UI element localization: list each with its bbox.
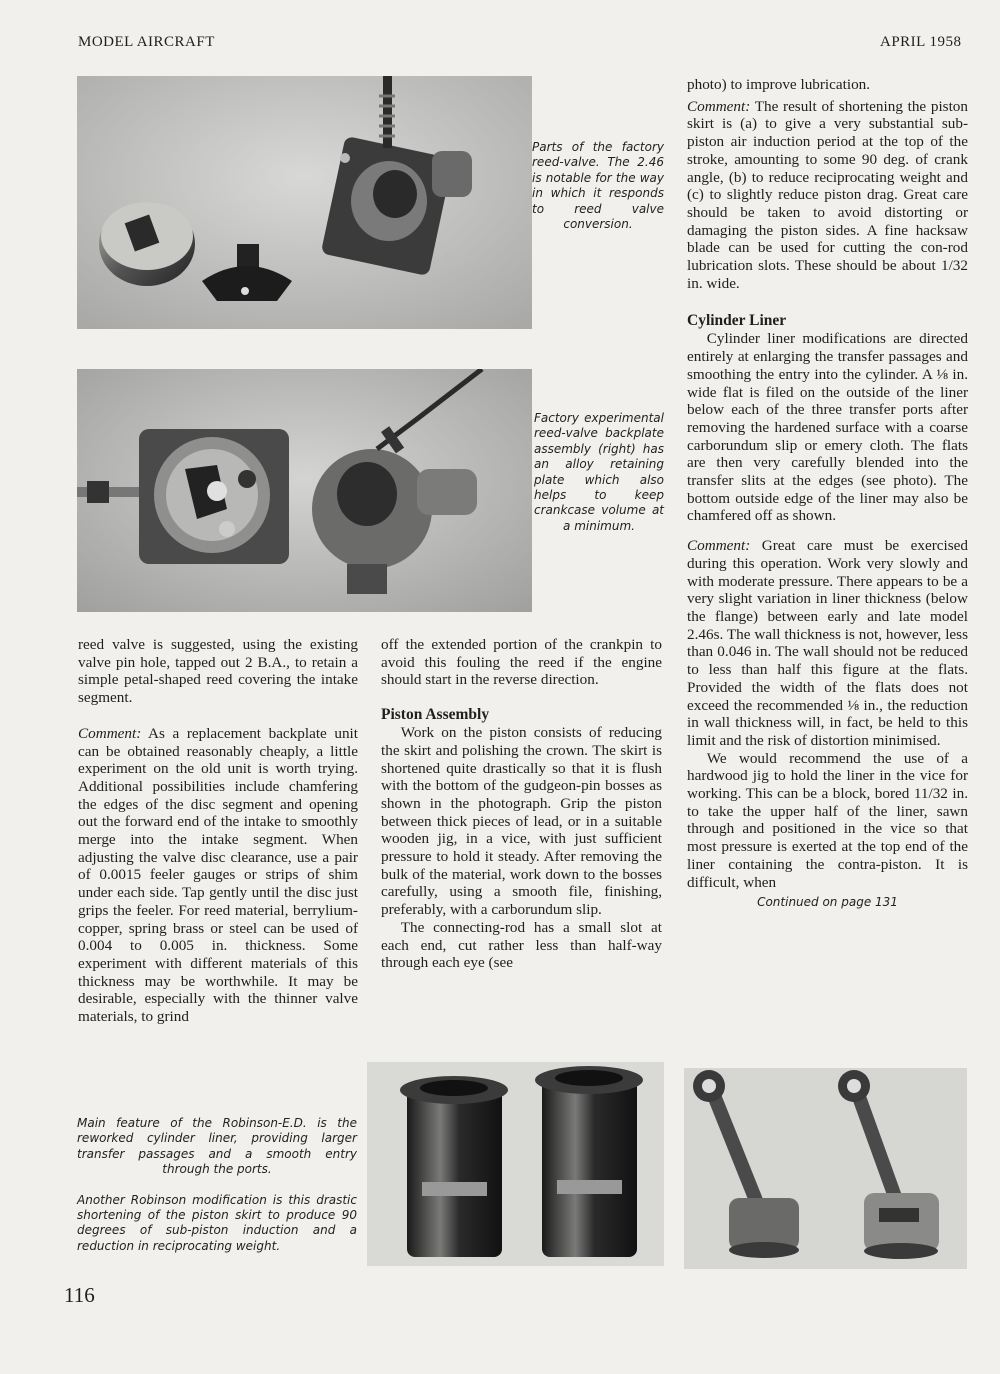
section-heading-piston-assembly: Piston Assembly: [381, 706, 490, 724]
continued-note: Continued on page 131: [757, 895, 898, 910]
photo-experimental-backplate: [77, 369, 532, 612]
col2-paragraph-2: Work on the piston consists of reducing the skirt and polishing the crown. The skirt is shortened quite drastically so that it is flush with the bottom of the gudgeon-pin bosses as shown in the photograph. Grip the piston between thick pieces of lead, or in a suitable wooden jig, in a vice, with just sufficient pressure to hold it steady. After removing the bulk of the material, work down to the bosses carefully, using a smooth file, finishing, preferably, with a carborundum slip.: [381, 724, 662, 919]
photo-cylinder-liners: [367, 1062, 664, 1266]
col1-paragraph-2: [78, 725, 358, 1026]
col3-paragraph-4-text: Great care must be exercised during this operation. Work very slowly and with moderate pressure. There appears to be a very slight variation in liner thickness (below the flange) between early and late model 2.46s. The wall thickness is not, however, less than 0.046 in. The wall should not be reduced to less than half this figure at the flats. Provided the width of the flats does not exceed the recommended ⅛ in., the reduction in wall thickness will, in fact, be held to this limit and the risk of distortion minimised.: [687, 537, 968, 749]
col3-paragraph-2: [687, 98, 968, 293]
col3-paragraph-2-text: The result of shortening the piston skirt is (a) to give a very substantial sub-piston air induction period at the top of the stroke, amounting to some 90 deg. of crank angle, (b) to reduce reciprocating weight and (c) to slightly reduce piston drag. Great care should be taken to avoid distorting or damaging the piston sides. A fine hacksaw blade can be used for cutting the con-rod lubrication slots. These should be about 1/32 in. wide.: [687, 97, 968, 292]
col3-paragraph-4: [687, 537, 968, 749]
photo-caption-reed-valve-parts: Parts of the factory reed-valve. The 2.46 is notable for the way in which it responds to reed valve conversion.: [532, 140, 664, 232]
photo-pistons-conrods: [684, 1068, 967, 1269]
photo-caption-cylinder-liner: Main feature of the Robinson-E.D. is the reworked cylinder liner, providing larger transfer passages and a smooth entry through the ports.: [77, 1116, 357, 1177]
page-number: 116: [64, 1283, 95, 1307]
comment-label: Comment:: [687, 97, 751, 115]
col1-paragraph-2-text: As a replacement backplate unit can be obtained reasonably cheaply, a little experiment on the old unit is worth trying. Additional possibilities include chamfering the edges of the disc segment and opening out the forward end of the intake to smoothly merge into the intake segment. When adjusting the valve disc clearance, use a pair of 0.0015 feeler gauges or strips of shim under each side. Tap gently until the disc just grips the feeler. For reed material, berrylium-copper, spring brass or steel can be used of 0.004 to 0.005 in. thickness. Some experiment with different materials of this thickness may be worthwhile. It may be desirable, especially with the thinner valve materials, to grind: [78, 724, 358, 1026]
comment-label: Comment:: [78, 724, 142, 742]
col2-paragraph-1: off the extended portion of the crankpin to avoid this fouling the reed if the engine should start in the reverse direction.: [381, 636, 662, 689]
col2-paragraph-3: The connecting-rod has a small slot at each end, cut rather less than half-way through each eye (see: [381, 918, 662, 972]
comment-label: Comment:: [687, 537, 751, 555]
photo-caption-piston-skirt: Another Robinson modification is this drastic shortening of the piston skirt to produce 90 degrees of sub-piston induction and a reduction in reciprocating weight.: [77, 1192, 357, 1253]
col3-paragraph-1: photo) to improve lubrication.: [687, 76, 871, 93]
col1-paragraph-1: reed valve is suggested, using the existing valve pin hole, tapped out 2 B.A., to retain a simple petal-shaped reed covering the intake segment.: [78, 636, 358, 707]
section-heading-cylinder-liner: Cylinder Liner: [687, 312, 787, 330]
col3-paragraph-5: We would recommend the use of a hardwood jig to hold the liner in the vice for working. This can be a block, bored 11/32 in. to take the upper half of the liner, sawn through and positioned in the vice so that most pressure is exerted at the top end of the liner containing the contra-piston. It is difficult, when: [687, 749, 968, 891]
photo-reed-valve-parts: [77, 76, 532, 329]
col3-paragraph-3: Cylinder liner modifications are directed entirely at enlarging the transfer passages and smoothing the entry into the cylinder. A ⅛ in. wide flat is filed on the outside of the liner below each of the three transfer ports after removing the hardened surface with a coarse carborundum slip or emery cloth. The flats are then very carefully blended into the transfer slits at the edges (see photo). The bottom outside edge of the liner may also be chamfered off as shown.: [687, 330, 968, 525]
running-head-left: MODEL AIRCRAFT: [78, 34, 215, 50]
photo-caption-experimental-backplate: Factory experimental reed-valve backplate assembly (right) has an alloy retaining plate which also helps to keep crankcase volume at a minimum.: [534, 411, 664, 533]
running-head-right: APRIL 1958: [880, 34, 962, 50]
